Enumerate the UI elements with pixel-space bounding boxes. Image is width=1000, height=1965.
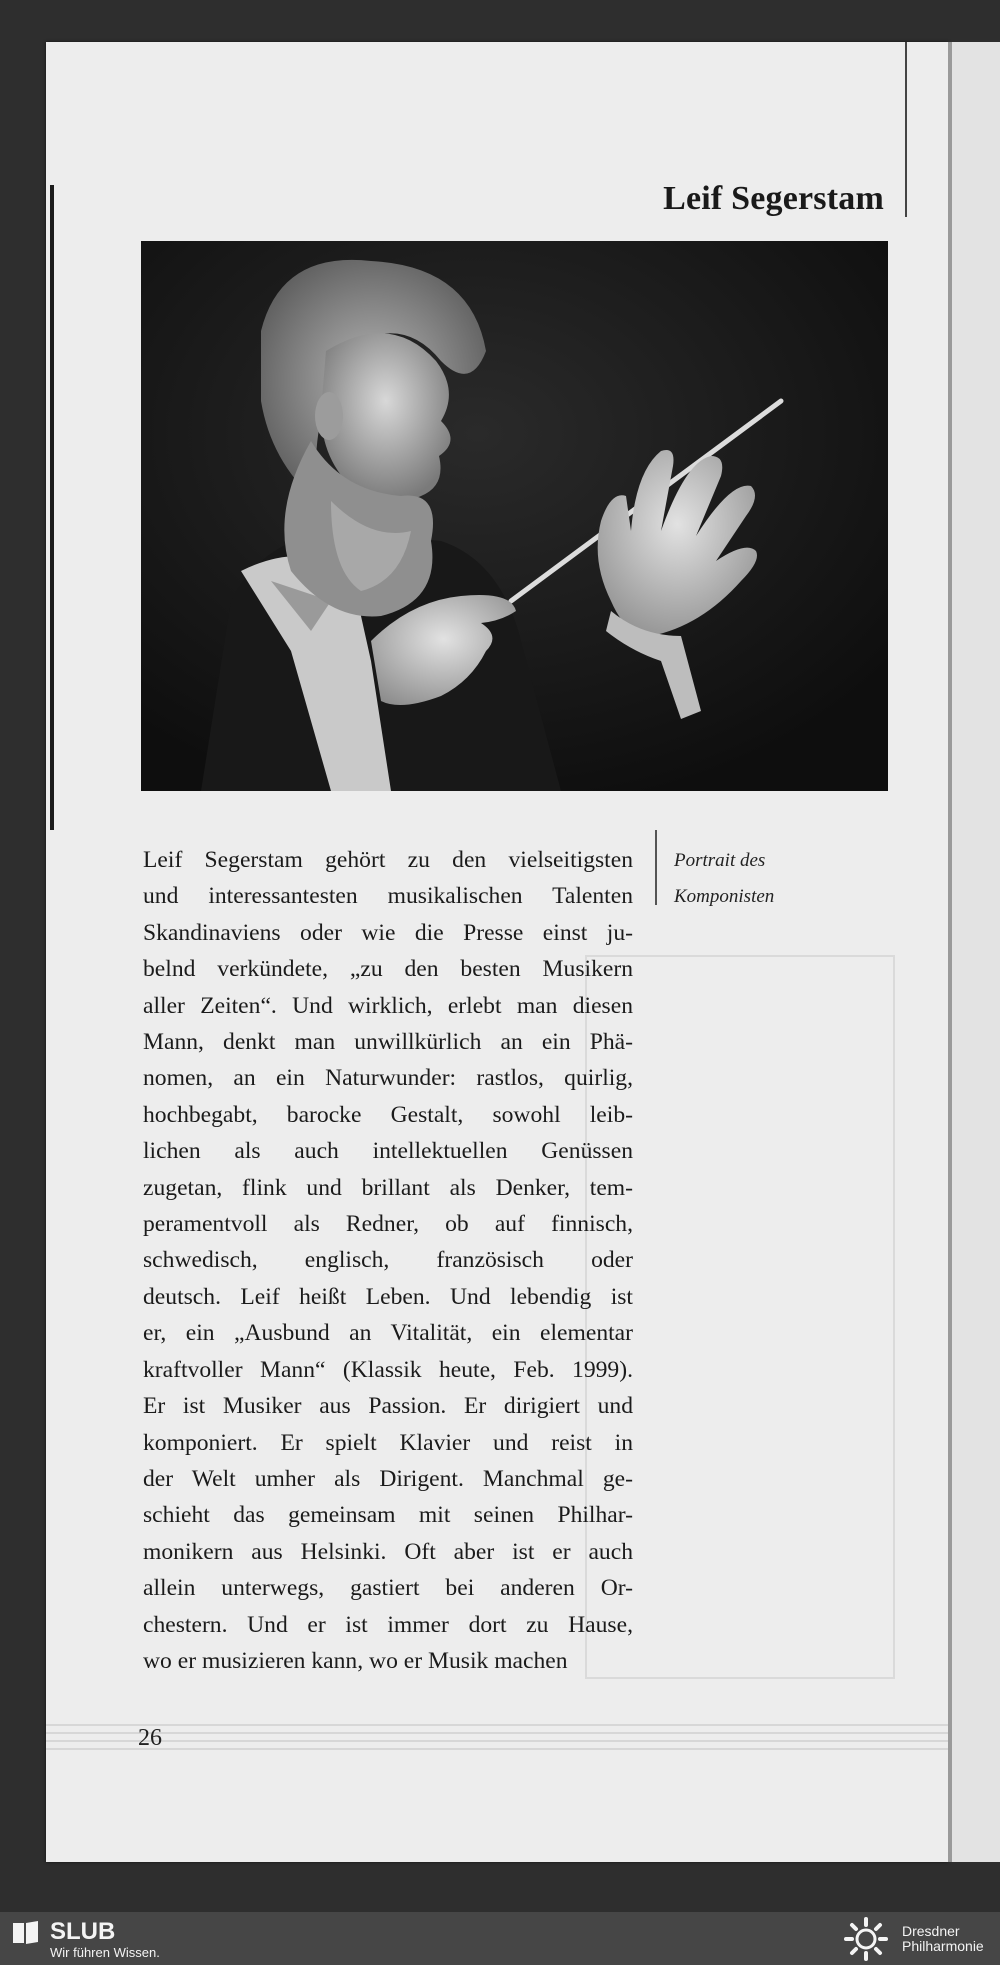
body-line: monikern aus Helsinki. Oft aber ist er auch: [143, 1538, 633, 1565]
partner-name-line: Philharmonie: [902, 1938, 984, 1954]
viewer-footer-bar: [0, 1912, 1000, 1965]
next-page-edge: [952, 42, 1000, 1862]
partner-name-line: Dresdner: [902, 1923, 960, 1939]
page-number: 26: [138, 1725, 162, 1751]
library-name[interactable]: SLUB: [50, 1918, 116, 1945]
left-margin-rule: [50, 185, 54, 830]
body-line: Er ist Musiker aus Passion. Er dirigiert und: [143, 1393, 633, 1420]
photo-caption: [674, 843, 854, 915]
footer-rules: [46, 1724, 948, 1766]
body-line: Skandinaviens oder wie die Presse einst ju-: [143, 919, 633, 946]
title-rule: [905, 42, 907, 217]
body-line: nomen, an ein Naturwunder: rastlos, quirlig,: [143, 1065, 633, 1092]
body-line: lichen als auch intellektuellen Genüssen: [143, 1138, 633, 1165]
body-line: peramentvoll als Redner, ob auf finnisch,: [143, 1211, 633, 1238]
body-line: hochbegabt, barocke Gestalt, sowohl leib-: [143, 1101, 633, 1128]
body-line: schwedisch, englisch, französisch oder: [143, 1247, 633, 1274]
body-line: schieht das gemeinsam mit seinen Philhar-: [143, 1502, 633, 1529]
body-line: chestern. Und er ist immer dort zu Hause,: [143, 1611, 633, 1638]
body-line: allein unterwegs, gastiert bei anderen Or-: [143, 1575, 633, 1602]
philharmonie-logo-icon: [842, 1916, 890, 1962]
caption-rule: [655, 830, 657, 905]
caption-line: Komponisten: [674, 886, 775, 907]
conductor-portrait-photo: [141, 241, 888, 791]
body-line: kraftvoller Mann“ (Klassik heute, Feb. 1999).: [143, 1356, 633, 1383]
body-line: wo er musizieren kann, wo er Musik machen: [143, 1647, 568, 1674]
body-line: Leif Segerstam gehört zu den vielseitigsten: [143, 847, 633, 873]
body-line: aller Zeiten“. Und wirklich, erlebt man diesen: [143, 992, 633, 1019]
library-tagline: Wir führen Wissen.: [50, 1945, 160, 1960]
body-line: er, ein „Ausbund an Vitalität, ein elementar: [143, 1320, 633, 1347]
slub-logo-icon: [12, 1920, 40, 1946]
body-line: der Welt umher als Dirigent. Manchmal ge-: [143, 1465, 633, 1492]
article-body: [143, 842, 633, 1679]
body-line: Mann, denkt man unwillkürlich an ein Phä-: [143, 1029, 633, 1056]
article-title: Leif Segerstam: [663, 180, 884, 217]
body-line: komponiert. Er spielt Klavier und reist in: [143, 1429, 633, 1456]
body-line: zugetan, flink und brillant als Denker, tem-: [143, 1174, 633, 1201]
philharmonie-name[interactable]: [902, 1924, 994, 1954]
caption-line: Portrait des: [674, 850, 766, 871]
body-line: und interessantesten musikalischen Talenten: [143, 883, 633, 910]
body-line: belnd verkündete, „zu den besten Musikern: [143, 956, 633, 983]
body-line: deutsch. Leif heißt Leben. Und lebendig ist: [143, 1283, 633, 1310]
